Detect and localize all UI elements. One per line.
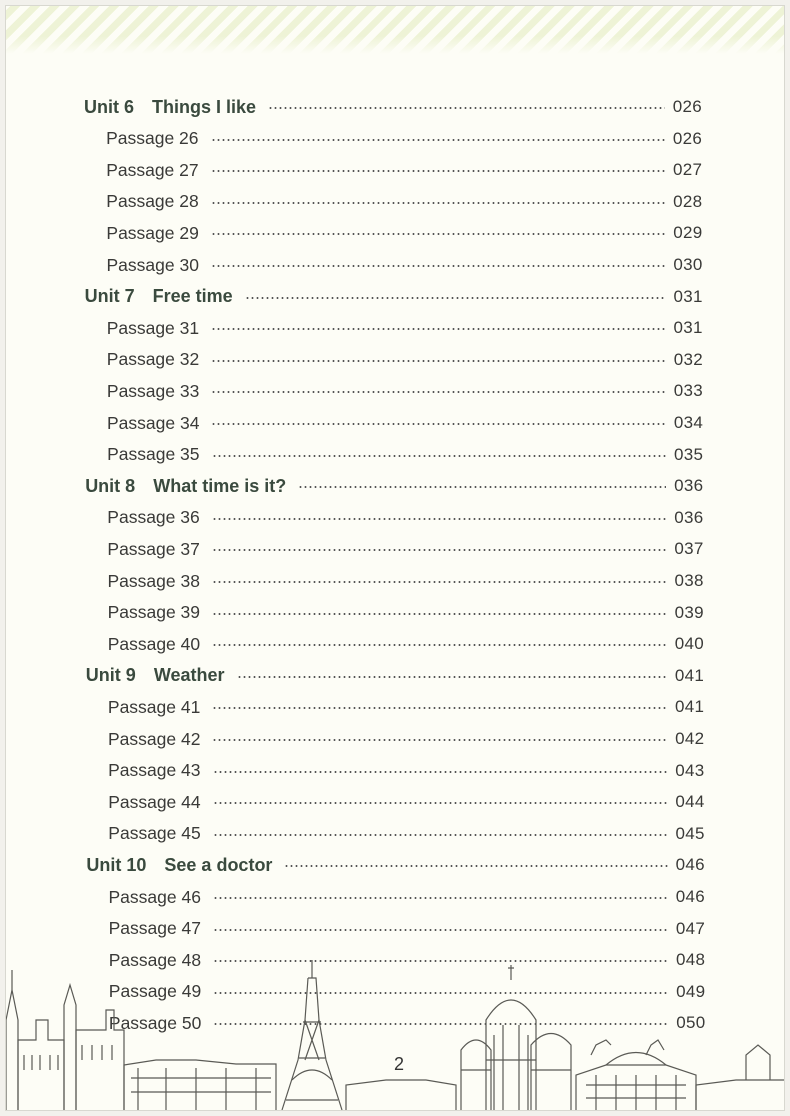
paris-skyline-icon bbox=[6, 960, 784, 1110]
dot-leader bbox=[211, 170, 665, 172]
passage-label: Passage 50 bbox=[108, 1012, 202, 1033]
dot-leader bbox=[211, 139, 665, 141]
passage-label: Passage 29 bbox=[106, 222, 199, 243]
page-ref: 050 bbox=[676, 1013, 706, 1033]
passage-label: Passage 27 bbox=[106, 159, 199, 180]
page-ref: 031 bbox=[673, 318, 703, 338]
page-ref: 048 bbox=[675, 950, 706, 970]
toc-passage-row bbox=[109, 884, 706, 910]
page-ref: 041 bbox=[674, 665, 705, 685]
page-ref: 035 bbox=[674, 444, 704, 464]
page-ref: 028 bbox=[673, 191, 703, 211]
passage-label: Passage 47 bbox=[108, 918, 202, 939]
page-ref: 036 bbox=[674, 476, 704, 496]
unit-title: Free time bbox=[152, 286, 233, 307]
toc-unit-row bbox=[85, 473, 703, 499]
page-ref: 039 bbox=[674, 602, 704, 622]
toc-passage-row bbox=[107, 252, 703, 278]
dot-leader bbox=[298, 486, 666, 488]
dot-leader bbox=[268, 107, 665, 109]
page-ref: 030 bbox=[673, 255, 703, 274]
dot-leader bbox=[211, 360, 665, 362]
passage-label: Passage 38 bbox=[107, 570, 200, 591]
page-ref: 032 bbox=[673, 349, 703, 369]
passage-label: Passage 32 bbox=[106, 349, 200, 370]
unit-number: Unit 9 bbox=[85, 665, 136, 686]
toc-unit-row bbox=[85, 284, 703, 310]
dot-leader bbox=[213, 929, 668, 931]
page-ref: 034 bbox=[673, 413, 704, 432]
passage-label: Passage 37 bbox=[107, 538, 200, 559]
page-ref: 031 bbox=[673, 286, 703, 306]
toc-passage-row bbox=[107, 378, 703, 404]
passage-label: Passage 43 bbox=[108, 760, 201, 781]
striped-header-band bbox=[6, 6, 784, 54]
dot-leader bbox=[211, 328, 665, 330]
passage-label: Passage 46 bbox=[108, 886, 201, 907]
toc-passage-row bbox=[106, 126, 702, 152]
unit-number: Unit 10 bbox=[86, 854, 147, 875]
page-ref: 046 bbox=[675, 887, 705, 906]
unit-title: Weather bbox=[153, 665, 225, 686]
toc-unit-row bbox=[84, 94, 702, 120]
page-ref: 049 bbox=[676, 981, 706, 1001]
page-ref: 029 bbox=[673, 223, 703, 243]
dot-leader bbox=[211, 423, 665, 425]
dot-leader bbox=[212, 644, 667, 646]
dot-leader bbox=[213, 771, 668, 773]
passage-label: Passage 33 bbox=[106, 380, 200, 401]
toc-passage-row bbox=[106, 189, 702, 215]
page-ref: 047 bbox=[675, 918, 706, 938]
toc-passage-row bbox=[108, 568, 704, 594]
unit-number: Unit 6 bbox=[84, 96, 135, 117]
passage-label: Passage 36 bbox=[107, 507, 200, 528]
passage-label: Passage 35 bbox=[107, 444, 200, 465]
dot-leader bbox=[237, 676, 667, 678]
unit-number: Unit 7 bbox=[84, 286, 135, 307]
toc-passage-row bbox=[108, 726, 704, 752]
toc-passage-row bbox=[108, 821, 704, 847]
passage-label: Passage 41 bbox=[107, 696, 201, 717]
page-number: 2 bbox=[394, 1054, 405, 1074]
page-ref: 036 bbox=[674, 507, 704, 527]
dot-leader bbox=[211, 391, 665, 393]
dot-leader bbox=[212, 613, 667, 615]
toc-unit-row bbox=[86, 663, 704, 689]
toc-passage-row bbox=[107, 315, 703, 341]
passage-label: Passage 28 bbox=[106, 191, 199, 212]
toc-passage-row bbox=[109, 916, 706, 942]
page-ref: 038 bbox=[674, 571, 704, 590]
dot-leader bbox=[245, 297, 666, 299]
toc-passage-row bbox=[108, 694, 704, 720]
unit-title: What time is it? bbox=[153, 475, 287, 496]
dot-leader bbox=[212, 707, 667, 709]
page-ref: 042 bbox=[675, 729, 705, 748]
toc-passage-row bbox=[108, 631, 704, 657]
page-ref: 046 bbox=[675, 855, 705, 875]
page-ref: 027 bbox=[672, 160, 703, 180]
dot-leader bbox=[211, 202, 665, 204]
page-ref: 040 bbox=[674, 634, 705, 654]
passage-label: Passage 39 bbox=[107, 602, 201, 623]
toc-passage-row bbox=[108, 758, 704, 784]
toc-unit-row bbox=[86, 852, 704, 878]
passage-label: Passage 30 bbox=[106, 254, 199, 275]
page-ref: 037 bbox=[674, 539, 704, 559]
dot-leader bbox=[212, 549, 667, 551]
dot-leader bbox=[212, 739, 667, 741]
page-ref: 026 bbox=[672, 97, 702, 116]
toc-passage-row bbox=[106, 220, 702, 246]
dot-leader bbox=[284, 865, 667, 867]
dot-leader bbox=[212, 581, 667, 583]
toc-passage-row bbox=[108, 600, 704, 626]
passage-label: Passage 42 bbox=[108, 728, 201, 749]
toc-passage-row bbox=[107, 410, 703, 436]
dot-leader bbox=[211, 265, 665, 267]
unit-number: Unit 8 bbox=[85, 475, 136, 496]
toc-passage-row bbox=[107, 536, 703, 562]
toc-passage-row bbox=[107, 505, 703, 531]
passage-label: Passage 26 bbox=[106, 128, 199, 149]
page-ref: 041 bbox=[675, 697, 705, 717]
passage-label: Passage 48 bbox=[108, 949, 202, 970]
page-ref: 026 bbox=[672, 128, 703, 148]
toc-page bbox=[5, 5, 785, 1111]
dot-leader bbox=[213, 897, 668, 899]
dot-leader bbox=[213, 802, 668, 804]
dot-leader bbox=[211, 233, 665, 235]
toc-passage-row bbox=[106, 157, 702, 183]
page-ref: 033 bbox=[673, 381, 704, 401]
dot-leader bbox=[213, 834, 668, 836]
unit-title: Things I like bbox=[152, 96, 257, 117]
toc-passage-row bbox=[107, 347, 703, 373]
toc-passage-row bbox=[107, 442, 703, 468]
passage-label: Passage 34 bbox=[107, 412, 200, 433]
passage-label: Passage 44 bbox=[108, 791, 201, 812]
passage-label: Passage 49 bbox=[108, 981, 202, 1002]
page-ref: 044 bbox=[675, 792, 705, 812]
dot-leader bbox=[212, 455, 667, 457]
passage-label: Passage 45 bbox=[108, 823, 201, 844]
unit-title: See a doctor bbox=[164, 854, 273, 875]
page-ref: 043 bbox=[675, 760, 705, 780]
passage-label: Passage 31 bbox=[106, 317, 200, 338]
toc-passage-row bbox=[108, 789, 704, 815]
page-ref: 045 bbox=[675, 823, 705, 843]
dot-leader bbox=[212, 518, 667, 520]
passage-label: Passage 40 bbox=[107, 633, 201, 654]
